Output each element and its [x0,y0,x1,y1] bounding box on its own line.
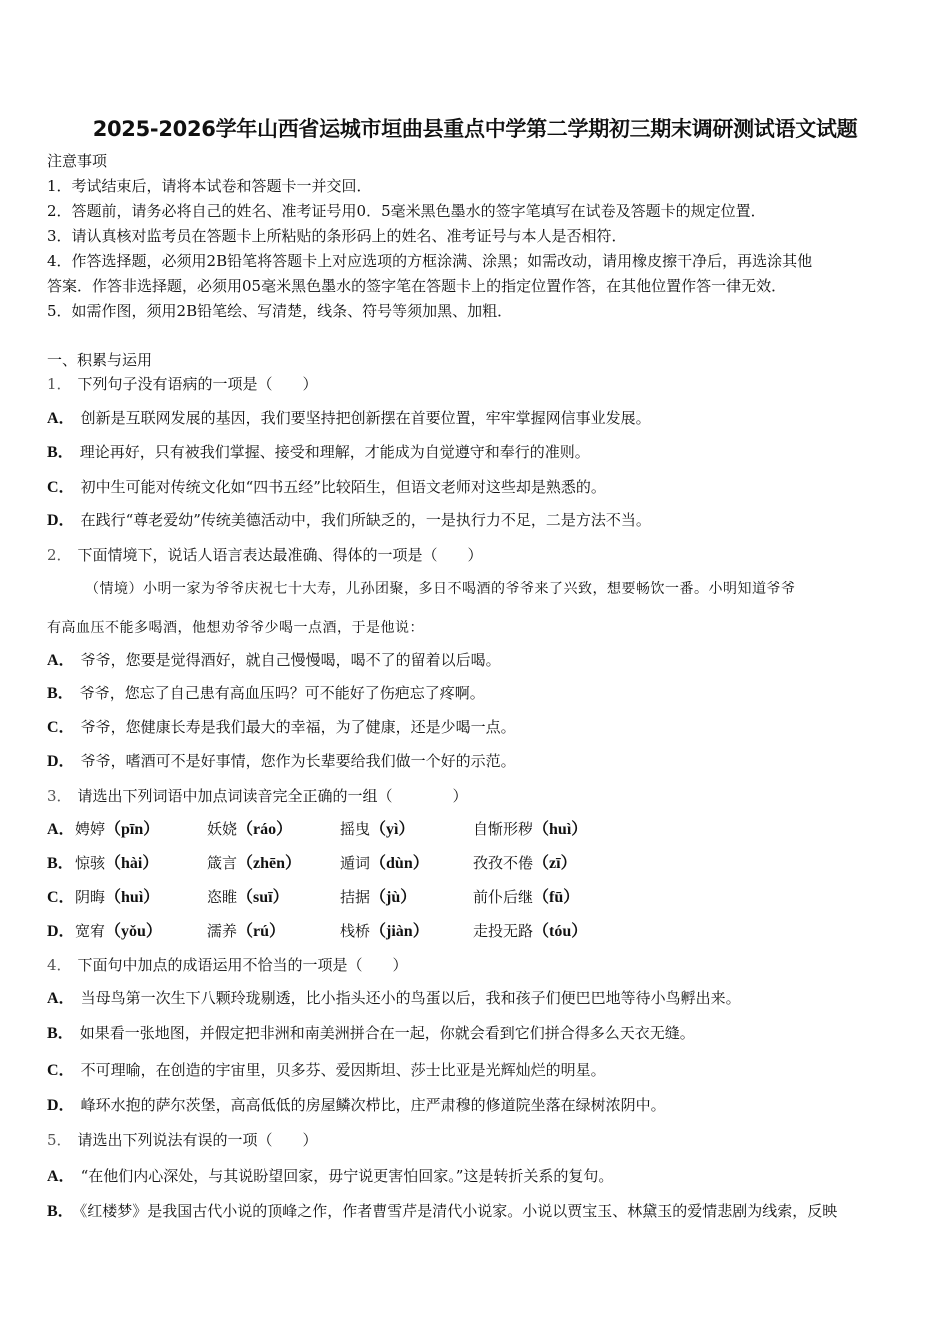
word: 自惭形秽 [473,820,534,838]
situation [47,617,424,638]
word: 遁词 [340,854,371,872]
question-text: 请选出下列说法有误的一项（ ） [77,1131,318,1149]
option-letter: B． [47,1203,74,1220]
option-text: “在他们内心深处，与其说盼望回家，毋宁说更害怕回家。”这是转折关系的复句。 [80,1167,614,1185]
pinyin: （suī） [237,889,289,906]
option-q1 [47,477,606,498]
pinyin: （fū） [533,889,580,906]
note-item: 4．作答选择题，必须用2B铅笔将答题卡上对应选项的方框涂满、涂黑；如需改动，请用橡皮擦干净后，再选涂其他 [47,252,813,270]
word-pinyin [207,887,289,908]
pinyin: （ráo） [237,821,293,838]
pinyin: （dùn） [370,855,429,872]
word-pinyin [207,853,301,874]
option-letter: C． [47,719,75,736]
option-q2 [47,683,485,704]
word: 惊骇 [75,854,106,872]
option-text: 《红楼梦》是我国古代小说的顶峰之作，作者曹雪芹是清代小说家。小说以贾宝玉、林黛玉的爱情悲剧为线索，反映 [79,1202,838,1220]
option-q4 [47,1060,606,1081]
word: 前仆后继 [473,888,534,906]
option-letter: A． [47,652,75,669]
option-letter: A． [47,990,75,1007]
question-q2 [47,545,483,565]
option-letter: A． [47,1168,75,1185]
word: 濡养 [207,922,238,940]
word-pinyin [75,819,159,840]
note-item: 5．如需作图，须用2B铅笔绘、写清楚，线条、符号等须加黑、加粗． [47,302,513,320]
word-pinyin [75,921,162,942]
word: 阴晦 [75,888,106,906]
option-letter: D． [47,923,75,940]
option-q1 [47,510,651,531]
option-text: 爷爷，嗜酒可不是好事情，您作为长辈要给我们做一个好的示范。 [80,752,516,770]
option-letter: C． [47,479,75,496]
pinyin: （huì） [533,821,588,838]
option-letter: D． [47,1097,75,1114]
word-pinyin [340,819,414,840]
option-q3 [47,819,588,840]
question-q4 [47,955,408,975]
notes-heading: 注意事项 [47,152,108,170]
option-q1 [47,442,590,463]
option-text: 理论再好，只有被我们掌握、接受和理解，才能成为自觉遵守和奉行的准则。 [79,443,590,461]
situation-text: （情境）小明一家为爷爷庆祝七十大寿，儿孙团聚，多日不喝酒的爷爷来了兴致，想要畅饮一番。小明知道爷爷 [85,581,796,597]
question-number: 2． [47,546,72,564]
word: 摇曳 [340,820,371,838]
pinyin: （hài） [105,855,159,872]
option-text: 不可理喻，在创造的宇宙里，贝多芬、爱因斯坦、莎士比亚是光辉灿烂的明星。 [80,1061,606,1079]
page-title: 2025-2026学年山西省运城市垣曲县重点中学第二学期初三期末调研测试语文试题 [92,117,858,141]
word: 栈桥 [340,922,371,940]
option-text: 如果看一张地图，并假定把非洲和南美洲拼合在一起，你就会看到它们拼合得多么天衣无缝。 [79,1024,695,1042]
situation-text: 有高血压不能多喝酒，他想劝爷爷少喝一点酒，于是他说： [47,620,424,636]
word-pinyin [473,819,587,840]
option-q1 [47,408,651,429]
option-text: 爷爷，您健康长寿是我们最大的幸福，为了健康，还是少喝一点。 [80,718,516,736]
option-q2 [47,650,501,671]
question-number: 3． [47,787,72,805]
pinyin: （zī） [533,855,577,872]
option-q5 [47,1201,837,1222]
question-text: 请选出下列词语中加点词读音完全正确的一组（ ） [77,787,468,805]
question-number: 4． [47,956,72,974]
word-pinyin [340,921,429,942]
word-pinyin [473,921,587,942]
option-q2 [47,751,516,772]
option-letter: B． [47,685,74,702]
pinyin: （zhēn） [237,855,302,872]
note-item: 2．答题前，请务必将自己的姓名、准考证号用0．5毫米黑色墨水的签字笔填写在试卷及答题卡的规定位置． [47,202,766,220]
situation [47,578,796,599]
word-pinyin [75,853,158,874]
pinyin: （jiàn） [370,923,429,940]
option-letter: D． [47,512,75,529]
word: 宽宥 [75,922,106,940]
word: 走投无路 [473,922,534,940]
option-q4 [47,988,741,1009]
option-letter: C． [47,1062,75,1079]
pinyin: （tóu） [533,923,588,940]
pinyin: （yǒu） [105,923,162,940]
option-letter: D． [47,753,75,770]
option-letter: C． [47,889,75,906]
pinyin: （huì） [105,889,160,906]
word-pinyin [207,819,292,840]
question-q5 [47,1130,318,1150]
note-item: 1．考试结束后，请将本试卷和答题卡一并交回． [47,177,372,195]
option-text: 爷爷，您忘了自己患有高血压吗？可不能好了伤疤忘了疼啊。 [79,684,485,702]
option-letter: B． [47,855,74,872]
section-heading: 一、积累与运用 [47,351,153,369]
pinyin: （pīn） [105,821,160,838]
option-q4 [47,1023,695,1044]
question-number: 5． [47,1131,72,1149]
question-text: 下列句子没有语病的一项是（ ） [77,375,318,393]
pinyin: （rú） [237,923,286,940]
question-q3 [47,786,468,806]
option-q3 [47,853,577,874]
question-number: 1． [47,375,72,393]
option-q5 [47,1166,613,1187]
word-pinyin [75,887,159,908]
word: 孜孜不倦 [473,854,534,872]
option-text: 创新是互联网发展的基因，我们要坚持把创新摆在首要位置，牢牢掌握网信事业发展。 [80,409,651,427]
option-text: 当母鸟第一次生下八颗玲珑剔透，比小指头还小的鸟蛋以后，我和孩子们便巴巴地等待小鸟孵出来。 [80,989,741,1007]
question-q1 [47,374,318,394]
word-pinyin [340,887,416,908]
question-text: 下面情境下，说话人语言表达最准确、得体的一项是（ ） [77,546,483,564]
word: 娉婷 [75,820,106,838]
word: 妖娆 [207,820,238,838]
word-pinyin [207,921,285,942]
note-item: 3．请认真核对监考员在答题卡上所粘贴的条形码上的姓名、准考证号与本人是否相符． [47,227,627,245]
pinyin: （yì） [370,821,415,838]
pinyin: （jù） [370,889,417,906]
option-text: 在践行“尊老爱幼”传统美德活动中，我们所缺乏的，一是执行力不足，二是方法不当。 [80,511,651,529]
option-text: 峰环水抱的萨尔茨堡，高高低低的房屋鳞次栉比，庄严肃穆的修道院坐落在绿树浓阴中。 [80,1096,666,1114]
option-text: 初中生可能对传统文化如“四书五经”比较陌生，但语文老师对这些却是熟悉的。 [80,478,606,496]
note-item: 答案．作答非选择题，必须用05毫米黑色墨水的签字笔在答题卡上的指定位置作答，在其他位置作答一律无效． [47,277,787,295]
option-letter: B． [47,1025,74,1042]
question-text: 下面句中加点的成语运用不恰当的一项是（ ） [77,956,408,974]
option-text: 爷爷，您要是觉得酒好，就自己慢慢喝，喝不了的留着以后喝。 [80,651,501,669]
option-letter: A． [47,410,75,427]
option-q2 [47,717,516,738]
word-pinyin [473,853,577,874]
word: 恣睢 [207,888,238,906]
word-pinyin [473,887,579,908]
option-letter: B． [47,444,74,461]
option-q3 [47,887,580,908]
option-q4 [47,1095,666,1116]
option-letter: A． [47,821,75,838]
word-pinyin [340,853,429,874]
word: 箴言 [207,854,238,872]
option-q3 [47,921,588,942]
word: 拮据 [340,888,371,906]
